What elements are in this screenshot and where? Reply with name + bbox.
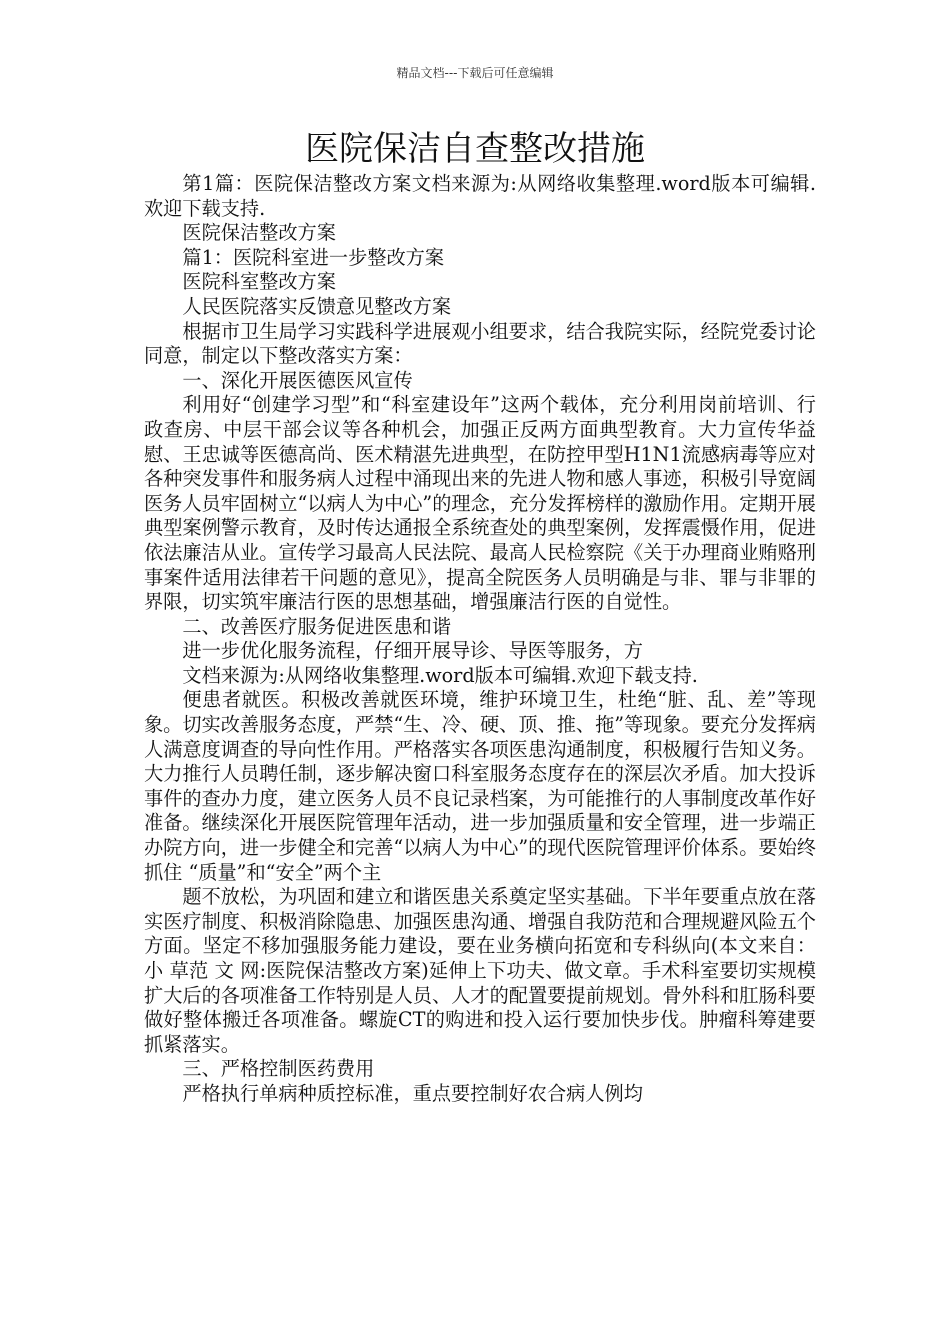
section-heading: 二、改善医疗服务促进医患和谐 <box>182 614 452 638</box>
paragraph: 利用好“创建学习型”和“科室建设年”这两个载体，充分利用岗前培训、行政查房、中层干部会议等各种机会，加强正反两方面典型教育。大力宣传华益慰、王忠诚等医德高尚、医术精湛先进典型，在防控甲型H1N1流感病毒等应对各种突发事件和服务病人过程中涌现出来的先进人物和感人事迹，积极引导宽阔医务人员牢固树立“以病人为中心”的理念，充分发挥榜样的激励作用。定期开展典型案例警示教育，及时传达通报全系统查处的典型案例，发挥震慑作用，促进依法廉洁从业。宣传学习最高人民法院、最高人民检察院《关于办理商业贿赂刑事案件适用法律若干问题的意见》，提高全院医务人员明确是与非、罪与非罪的界限，切实筑牢廉洁行医的思想基础，增强廉洁行医的自觉性。 <box>144 393 816 614</box>
page-header: 精品文档---下载后可任意编辑 <box>396 66 554 80</box>
paragraph-heading: 篇1：医院科室进一步整改方案 <box>182 245 445 269</box>
source-note: 文档来源为:从网络收集整理.word版本可编辑.欢迎下载支持. <box>182 663 698 687</box>
document-body <box>144 172 816 1107</box>
document-title: 医院保洁自查整改措施 <box>305 129 645 169</box>
paragraph: 题不放松，为巩固和建立和谐医患关系奠定坚实基础。下半年要重点放在落实医疗制度、积极消除隐患、加强医患沟通、增强自我防范和合理规避风险五个方面。坚定不移加强服务能力建设，要在业务横向拓宽和专科纵向(本文来自： 小 草范 文 网:医院保洁整改方案)延伸上下功夫、做文章。手术科室要切实规模扩大后的各项准备工作特别是人员、人才的配置要提前规划。骨外科和肛肠科要做好整体搬迁各项准备。螺旋CT的购进和投入运行要加快步伐。肿瘤科筹建要抓紧落实。 <box>144 885 816 1056</box>
paragraph-heading: 医院保洁整改方案 <box>182 221 336 245</box>
paragraph-heading: 医院科室整改方案 <box>182 270 336 294</box>
paragraph: 根据市卫生局学习实践科学进展观小组要求，结合我院实际，经院党委讨论同意，制定以下整改落实方案： <box>144 319 816 368</box>
paragraph: 严格执行单病种质控标准，重点要控制好农合病人例均 <box>182 1081 643 1105</box>
paragraph: 便患者就医。积极改善就医环境，维护环境卫生，杜绝“脏、乱、差”等现象。切实改善服务态度，严禁“生、冷、硬、顶、推、拖”等现象。要充分发挥病人满意度调查的导向性作用。严格落实各项医患沟通制度，积极履行告知义务。大力推行人员聘任制，逐步解决窗口科室服务态度存在的深层次矛盾。加大投诉事件的查办力度，建立医务人员不良记录档案，为可能推行的人事制度改革作好准备。继续深化开展医院管理年活动，进一步加强质量和安全管理，进一步端正办院方向，进一步健全和完善“以病人为中心”的现代医院管理评价体系。要始终抓住 “质量”和“安全”两个主 <box>144 688 816 884</box>
section-heading: 三、严格控制医药费用 <box>182 1057 375 1081</box>
paragraph-heading: 人民医院落实反馈意见整改方案 <box>182 294 452 318</box>
paragraph: 进一步优化服务流程，仔细开展导诊、导医等服务，方 <box>182 639 643 663</box>
section-heading: 一、深化开展医德医风宣传 <box>182 368 413 392</box>
paragraph-intro: 第1篇：医院保洁整改方案文档来源为:从网络收集整理.word版本可编辑.欢迎下载支持. <box>144 172 816 220</box>
